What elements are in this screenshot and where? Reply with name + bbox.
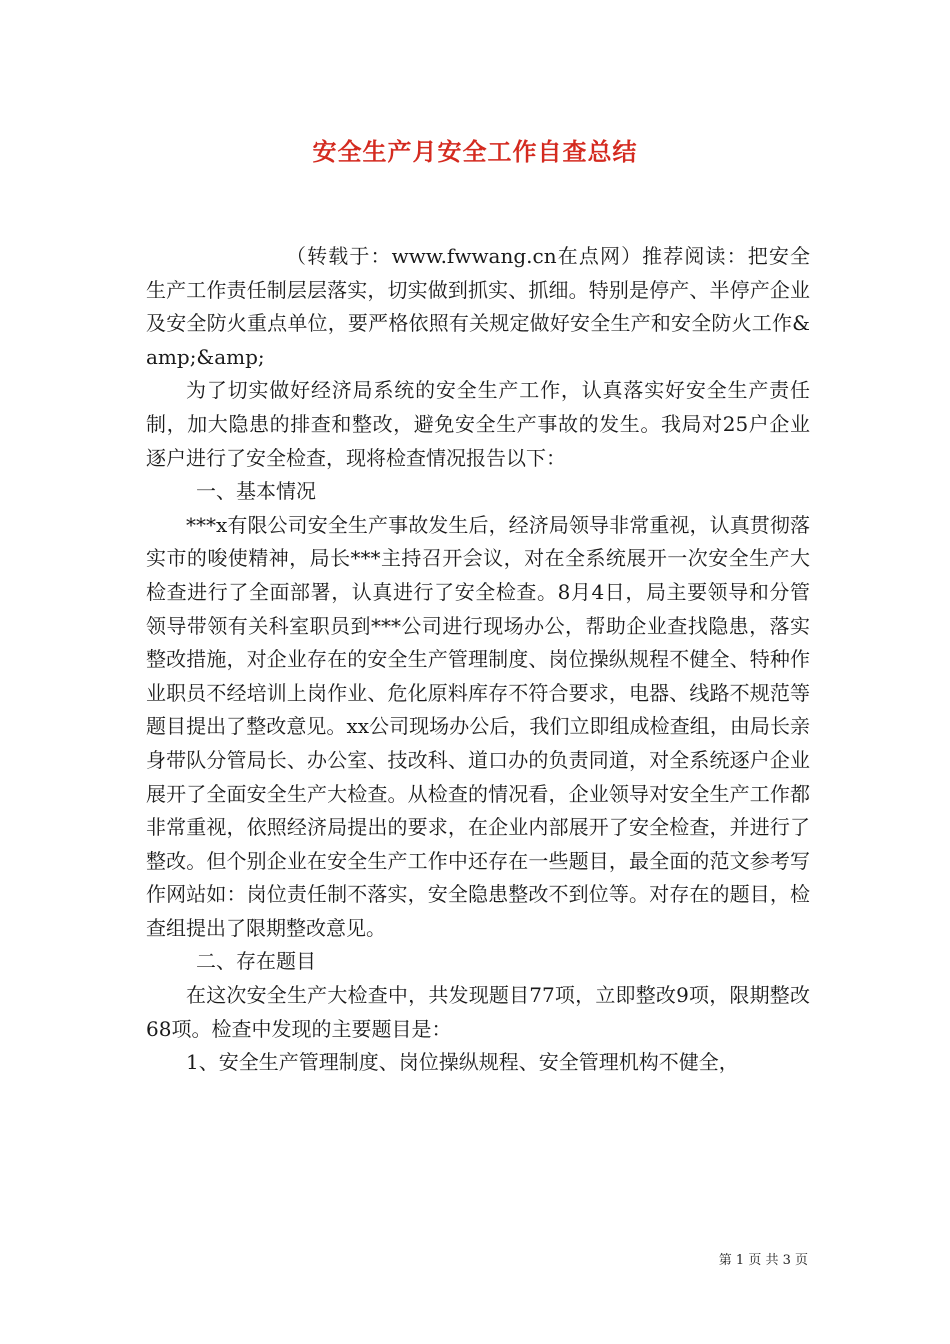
purpose-paragraph: 为了切实做好经济局系统的安全生产工作，认真落实好安全生产责任制，加大隐患的排查和整改，避免安全生产事故的发生。我局对25户企业逐户进行了安全检查，现将检查情况报告以下： [146,378,810,470]
section-heading-basic-situation: 一、基本情况 [196,479,316,504]
basic-situation-paragraph: ***x有限公司安全生产事故发生后，经济局领导非常重视，认真贯彻落实市的唆使精神，局长***主持召开会议，对在全系统展开一次安全生产大检查进行了全面部署，认真进行了安全检查。8月4日，局主要领导和分管领导带领有关科室职员到***公司进行现场办公，帮助企业查找隐患，落实整改措施，对企业存在的安全生产管理制度、岗位操纵规程不健全、特种作业职员不经培训上岗作业、危化原料库存不符合要求，电器、线路不规范等题目提出了整改意见。xx公司现场办公后，我们立即组成检查组，由局长亲身带队分管局长、办公室、技改科、道口办的负责同道，对全系统逐户企业展开了全面安全生产大检查。从检查的情况看，企业领导对安全生产工作都非常重视，依照经济局提出的要求，在企业内部展开了安全检查，并进行了整改。但个别企业在安全生产工作中还存在一些题目，最全面的范文参考写作网站如：岗位责任制不落实，安全隐患整改不到位等。对存在的题目，检查组提出了限期整改意见。 [146,512,810,940]
problem-item-1: 1、安全生产管理制度、岗位操纵规程、安全管理机构不健全， [186,1050,739,1075]
document-title: 安全生产月安全工作自查总结 [312,138,638,166]
intro-paragraph: （转载于：www.fwwang.cn在点网）推荐阅读：把安全生产工作责任制层层落实，切实做到抓实、抓细。特别是停产、半停产企业及安全防火重点单位，要严格依照有关规定做好安全生产和安全防火工作&amp;&amp; [146,244,810,369]
problems-summary-paragraph: 在这次安全生产大检查中，共发现题目77项，立即整改9项，限期整改68项。检查中发现的主要题目是： [146,983,810,1041]
page-number: 第 1 页 共 3 页 [718,1253,808,1268]
section-heading-problems: 二、存在题目 [196,949,316,974]
document-body [146,240,810,1080]
